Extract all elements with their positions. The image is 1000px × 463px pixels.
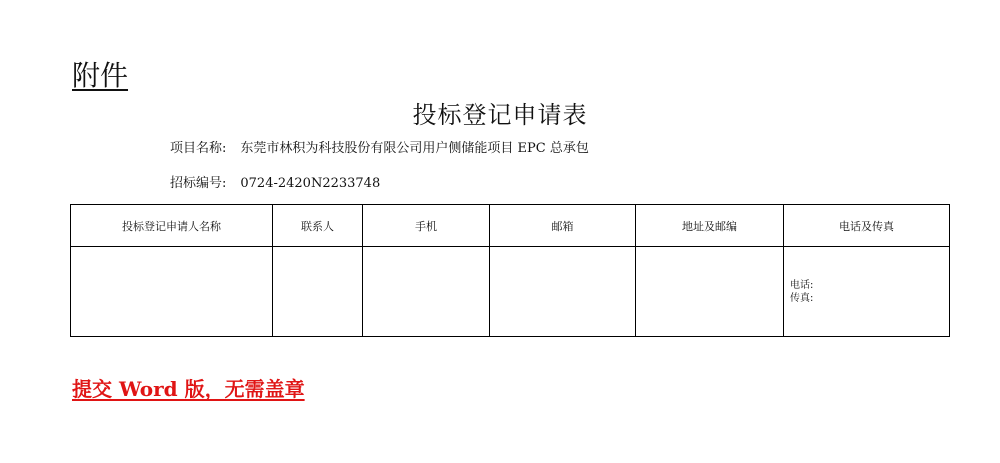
applicant-name-cell[interactable] xyxy=(71,247,273,337)
form-title: 投标登记申请表 xyxy=(412,101,588,129)
header-applicant-name: 投标登记申请人名称 xyxy=(71,205,273,247)
submission-notice: 提交 Word 版，无需盖章 xyxy=(72,377,305,401)
project-name-row xyxy=(170,140,589,158)
phone-label: 电话: xyxy=(790,279,814,291)
project-name-value: 东莞市林积为科技股份有限公司用户侧储能项目 EPC 总承包 xyxy=(240,141,589,156)
header-address-postcode: 地址及邮编 xyxy=(636,205,784,247)
table-row xyxy=(71,247,950,337)
attachment-label: 附件 xyxy=(72,59,129,92)
header-contact-person: 联系人 xyxy=(273,205,363,247)
contact-person-cell[interactable] xyxy=(273,247,363,337)
email-cell[interactable] xyxy=(490,247,636,337)
bid-number-row xyxy=(170,175,380,193)
bid-number-label: 招标编号: xyxy=(170,176,227,191)
table-header-row xyxy=(71,205,950,247)
fax-label: 传真: xyxy=(790,292,814,304)
phone-fax-cell[interactable] xyxy=(784,247,950,337)
address-postcode-cell[interactable] xyxy=(636,247,784,337)
header-mobile: 手机 xyxy=(363,205,490,247)
header-phone-fax: 电话及传真 xyxy=(784,205,950,247)
bid-number-value: 0724-2420N2233748 xyxy=(240,176,381,191)
mobile-cell[interactable] xyxy=(363,247,490,337)
header-email: 邮箱 xyxy=(490,205,636,247)
registration-table xyxy=(70,204,950,337)
project-name-label: 项目名称: xyxy=(170,141,227,156)
